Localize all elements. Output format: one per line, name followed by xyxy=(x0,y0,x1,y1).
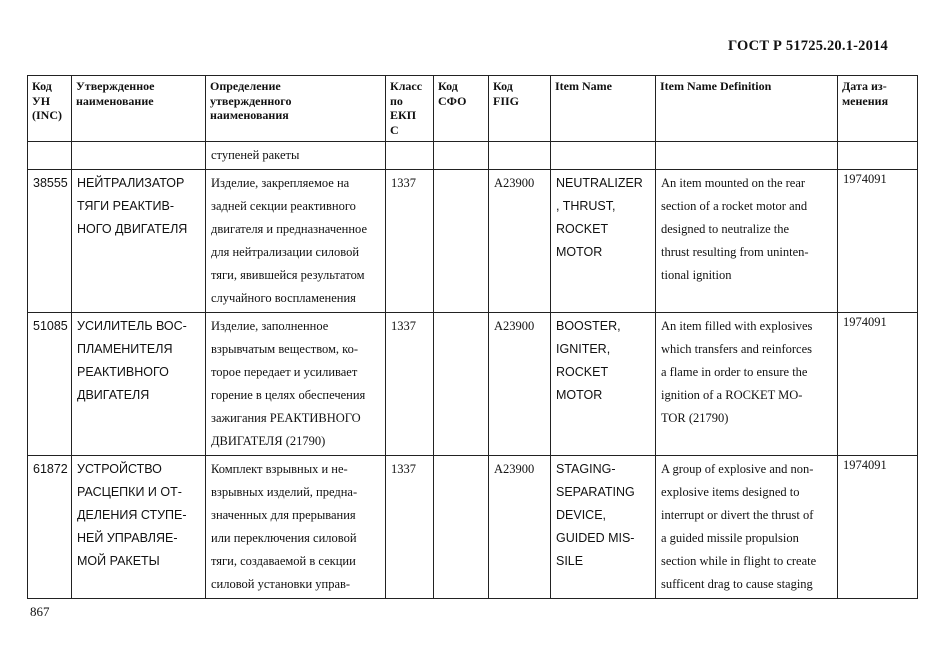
cell-sfo xyxy=(434,456,489,599)
page-number: 867 xyxy=(30,604,50,619)
column-header-class: Класс по ЕКП С xyxy=(386,76,434,142)
column-header-fiig: Код FIIG xyxy=(489,76,551,142)
continuation-row xyxy=(28,142,918,170)
cell-class: 1337 xyxy=(386,313,434,456)
cell-sfo xyxy=(434,313,489,456)
column-header-sfo: Код СФО xyxy=(434,76,489,142)
cell-change-date: 1974091 xyxy=(838,456,918,599)
cell-fiig: A23900 xyxy=(489,170,551,313)
cell-item-definition: An item filled with explosives which transfers and reinforces a flame in order to ensure the ignition of a ROCKET MO- TOR (21790) xyxy=(656,313,838,456)
cell-item-definition: An item mounted on the rear section of a rocket motor and designed to neutralize the thrust resulting from uninten- tional ignition xyxy=(656,170,838,313)
cell-approved-name: НЕЙТРАЛИЗАТОР ТЯГИ РЕАКТИВ- НОГО ДВИГАТЕЛЯ xyxy=(72,170,206,313)
column-header-approved-name: Утвержденное наименование xyxy=(72,76,206,142)
cell-class: 1337 xyxy=(386,456,434,599)
cell-item-name: BOOSTER, IGNITER, ROCKET MOTOR xyxy=(551,313,656,456)
cell-fiig: A23900 xyxy=(489,456,551,599)
cell-fiig: A23900 xyxy=(489,313,551,456)
cell-approved-name: УСИЛИТЕЛЬ ВОС- ПЛАМЕНИТЕЛЯ РЕАКТИВНОГО ДВИГАТЕЛЯ xyxy=(72,313,206,456)
column-header-inc: Код УН (INC) xyxy=(28,76,72,142)
cell-sfo xyxy=(434,170,489,313)
cell-inc: 38555 xyxy=(28,170,72,313)
cell-class: 1337 xyxy=(386,170,434,313)
column-header-definition: Определение утвержденного наименования xyxy=(206,76,386,142)
table-row xyxy=(28,313,918,456)
table-header-row xyxy=(28,76,918,142)
cell-inc: 61872 xyxy=(28,456,72,599)
table-row xyxy=(28,456,918,599)
cell-definition: Изделие, закрепляемое на задней секции реактивного двигателя и предназначенное для нейтрализации силовой тяги, явившейся результатом случайного воспламенения xyxy=(206,170,386,313)
column-header-item-name: Item Name xyxy=(551,76,656,142)
table-row xyxy=(28,170,918,313)
cell-definition: Комплект взрывных и не- взрывных изделий, предна- значенных для прерывания или переключения силовой тяги, создаваемой в секции силовой установки управ- xyxy=(206,456,386,599)
cell-approved-name: УСТРОЙСТВО РАСЦЕПКИ И ОТ- ДЕЛЕНИЯ СТУПЕ- НЕЙ УПРАВЛЯЕ- МОЙ РАКЕТЫ xyxy=(72,456,206,599)
continuation-text: ступеней ракеты xyxy=(206,142,386,170)
column-header-item-definition: Item Name Definition xyxy=(656,76,838,142)
cell-inc: 51085 xyxy=(28,313,72,456)
cell-change-date: 1974091 xyxy=(838,170,918,313)
column-header-change-date: Дата из- менения xyxy=(838,76,918,142)
document-code: ГОСТ Р 51725.20.1-2014 xyxy=(727,38,888,54)
cell-item-name: NEUTRALIZER , THRUST, ROCKET MOTOR xyxy=(551,170,656,313)
cell-item-definition: A group of explosive and non- explosive items designed to interrupt or divert the thrust of a guided missile propulsion section while in flight to create sufficent drag to cause staging xyxy=(656,456,838,599)
cell-item-name: STAGING- SEPARATING DEVICE, GUIDED MIS- SILE xyxy=(551,456,656,599)
cell-change-date: 1974091 xyxy=(838,313,918,456)
nomenclature-table xyxy=(27,75,918,599)
cell-definition: Изделие, заполненное взрывчатым веществом, ко- торое передает и усиливает горение в целях обеспечения зажигания РЕАКТИВНОГО ДВИГАТЕЛЯ (21790) xyxy=(206,313,386,456)
